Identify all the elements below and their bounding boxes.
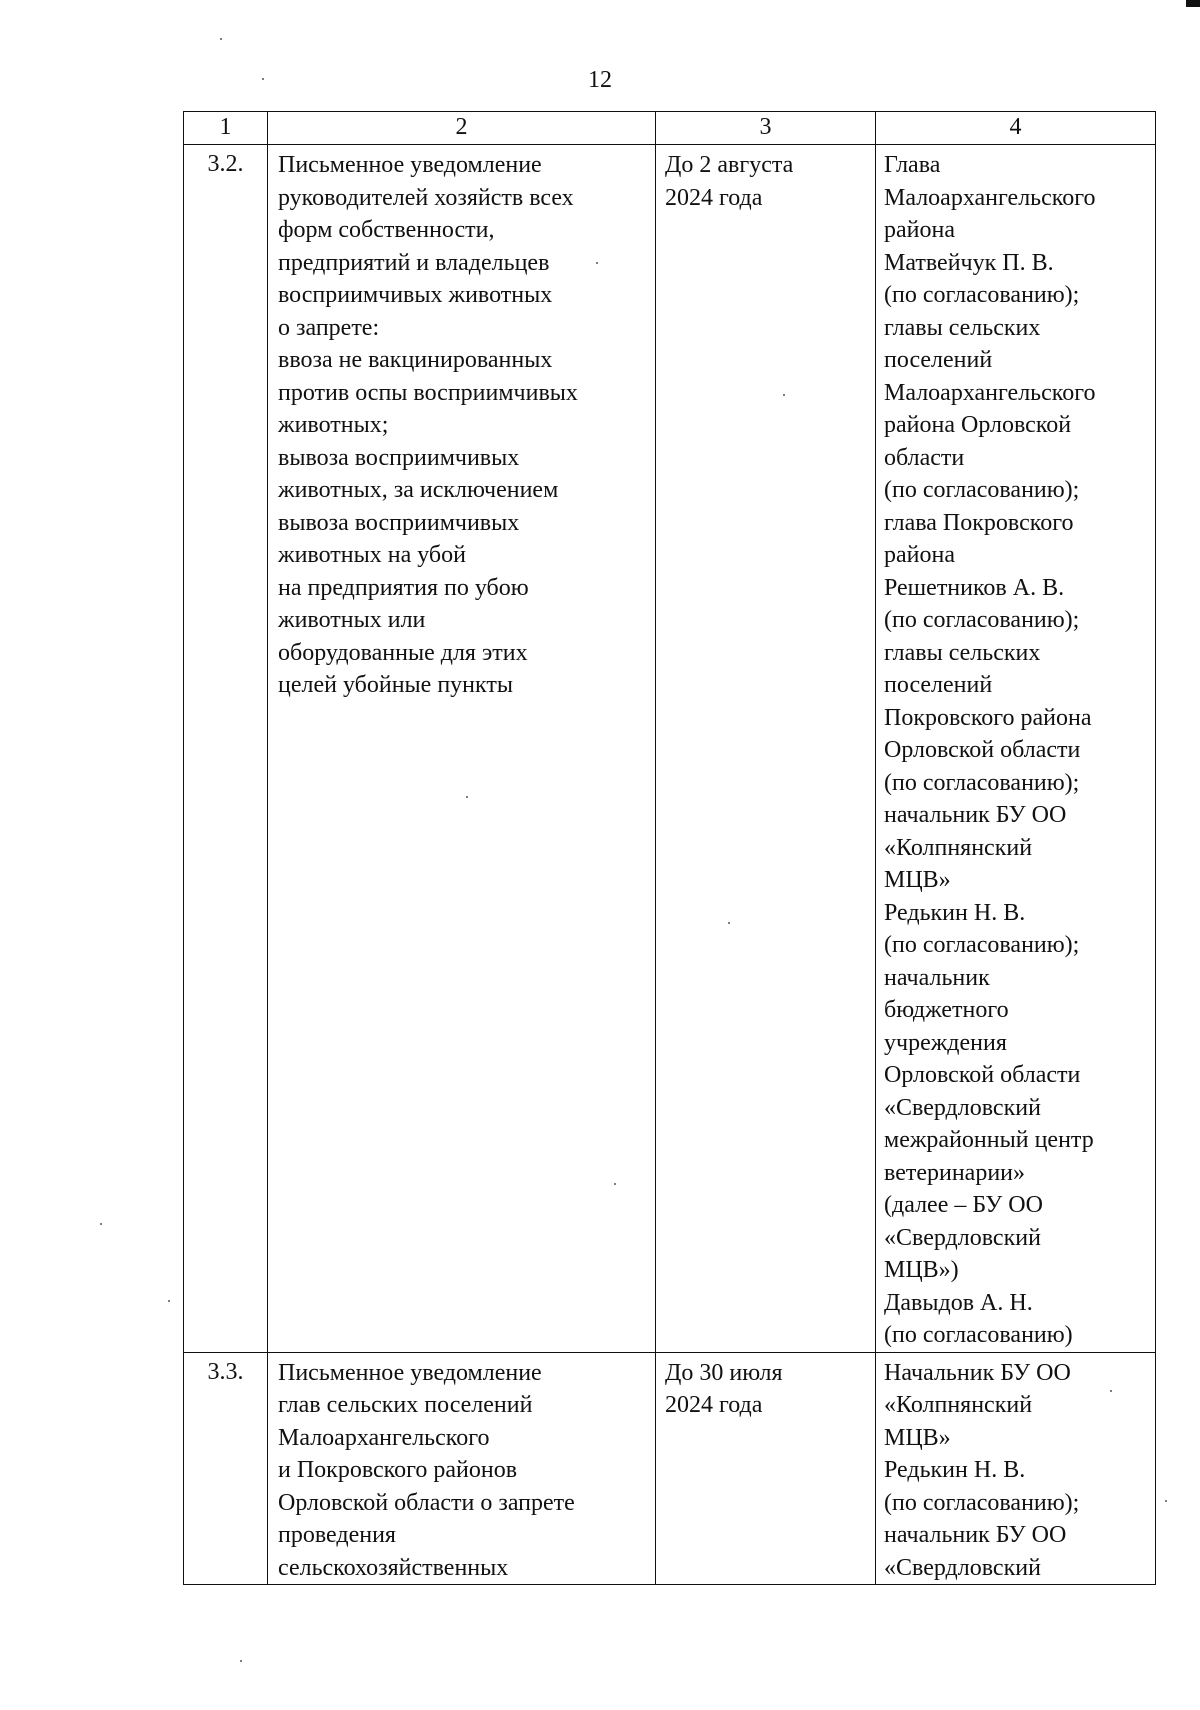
measure-description: Письменное уведомление глав сельских поселений Малоархангельского и Покровского районов Орловской области о запрете проведения сельскохозяйственных [268,1352,656,1585]
responsible-persons: Глава Малоархангельского района Матвейчук П. В. (по согласованию); главы сельских поселений Малоархангельского района Орловской области (по согласованию); глава Покровского района Решетников А. В. (по согласованию); главы сельских поселений Покровского района Орловской области (по согласованию); начальник БУ ОО «Колпнянский МЦВ» Редькин Н. В. (по согласованию); начальник бюджетного учреждения Орловской области «Свердловский межрайонный центр ветеринарии» (далее – БУ ОО «Свердловский МЦВ») Давыдов А. Н. (по согласованию) [876,145,1156,1353]
scan-corner-mark [1186,0,1200,7]
column-header-4: 4 [876,112,1156,145]
table-row [184,1352,1156,1585]
column-header-3: 3 [656,112,876,145]
item-number: 3.2. [184,145,268,1353]
column-header-2: 2 [268,112,656,145]
measures-table [183,111,1156,1585]
page-number: 12 [588,67,612,93]
responsible-persons: Начальник БУ ОО «Колпнянский МЦВ» Редькин Н. В. (по согласованию); начальник БУ ОО «Свердловский [876,1352,1156,1585]
table-header-row [184,112,1156,145]
deadline: До 30 июля 2024 года [656,1352,876,1585]
column-header-1: 1 [184,112,268,145]
table-row [184,145,1156,1353]
item-number: 3.3. [184,1352,268,1585]
measure-description: Письменное уведомление руководителей хозяйств всех форм собственности, предприятий и владельцев восприимчивых животных о запрете: ввоза не вакцинированных против оспы восприимчивых животных; вывоза восприимчивых животных, за исключением вывоза восприимчивых животных на убой на предприятия по убою животных или оборудованные для этих целей убойные пункты [268,145,656,1353]
deadline: До 2 августа 2024 года [656,145,876,1353]
